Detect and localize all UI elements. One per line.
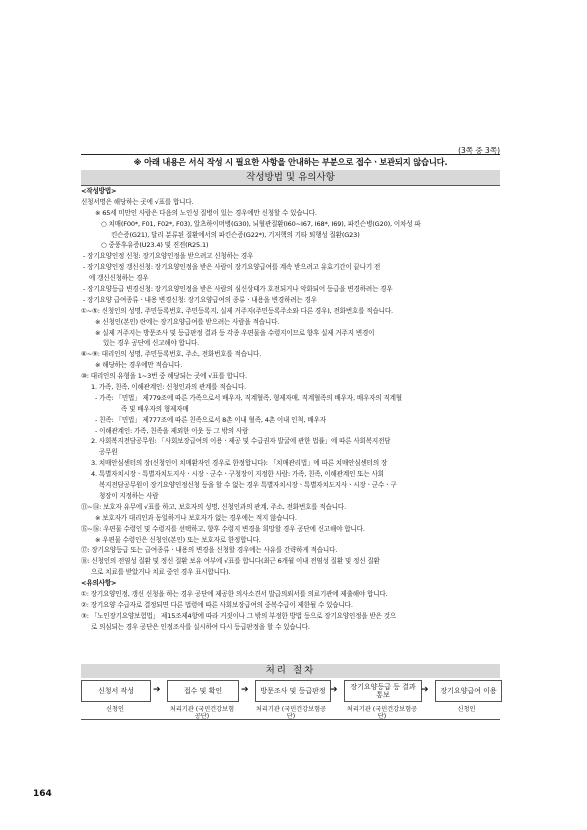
notice-banner: ※ 아래 내용은 서식 작성 시 필요한 사항을 안내하는 부분으로 접수ㆍ보관되지 않습니다. bbox=[81, 154, 500, 171]
instruction-line: ○ 중풍후유증(U23.4) 및 진전(R25.1) bbox=[101, 241, 209, 250]
instructions-body bbox=[81, 186, 500, 633]
subsection-heading: <유의사항> bbox=[81, 579, 117, 588]
instruction-line: - 가족: 「민법」 제779조에 따른 가족으로서 배우자, 직계혈족, 형제자매, 직계혈족의 배우자, 배우자의 직계혈 bbox=[95, 393, 402, 402]
procedure-step-3: 방문조사 및 등급판정 bbox=[255, 680, 331, 702]
instruction-line: ○ 치매(F00*, F01, F02*, F03), 알츠하이머병(G30), 뇌혈관질환(I60~I67, I68*, I69), 파킨슨병(G20), 이차성 파 bbox=[101, 219, 421, 228]
procedure-actor-4: 처리기관 (국민건강보험공단) bbox=[346, 706, 418, 720]
instruction-line: 에 갱신신청하는 경우 bbox=[89, 274, 149, 283]
procedure-step-5: 장기요양급여 이용 bbox=[435, 680, 502, 702]
instruction-line: ※ 신청인(본인) 란에는 장기요양급여를 받으려는 사람을 적습니다. bbox=[95, 317, 280, 326]
instruction-line: 족 및 배우자의 형제자매 bbox=[121, 404, 189, 413]
section-title: 작성방법 및 유의사항 bbox=[81, 170, 500, 186]
procedure-flow bbox=[81, 680, 500, 702]
procedure-actor-1: 신청인 bbox=[106, 706, 124, 713]
instruction-line: 2. 사회복지전담공무원: 「사회보장급여의 이용ㆍ제공 및 수급권자 발굴에 관한 법률」에 따른 사회복지전담 bbox=[91, 437, 391, 446]
procedure-step-4: 장기요양등급 등 결과 통보 bbox=[344, 680, 422, 702]
procedure-step-2: 접수 및 확인 bbox=[167, 680, 239, 702]
instruction-line: ※ 우편물 수령인은 신청인(본인) 또는 보호자로 한정합니다. bbox=[95, 535, 261, 544]
procedure-step-1: 신청서 작성 bbox=[81, 680, 151, 702]
instruction-line: ※ 65세 미만인 사람은 다음의 노인성 질병이 있는 경우에만 신청할 수 있습니다. bbox=[95, 208, 317, 217]
instruction-line: - 장기요양등급 변경신청: 장기요양인정을 받은 사람의 심신상태가 호전되거나 악화되어 등급을 변경하려는 경우 bbox=[83, 285, 393, 294]
instruction-line: ※ 보호자가 대리인과 동일하거나 보호자가 없는 경우에는 적지 않습니다. bbox=[95, 513, 297, 522]
page-indicator: (3쪽 중 3쪽) bbox=[458, 146, 500, 155]
procedure-actor-2: 처리기관 (국민건강보험공단) bbox=[169, 706, 235, 720]
instruction-line: ⑪~⑭: 보호자 유무에 √표를 하고, 보호자의 성명, 신청인과의 관계, 주소, 전화번호를 적습니다. bbox=[81, 502, 347, 511]
instruction-line: 4. 특별자치시장ㆍ특별자치도지사ㆍ시장ㆍ군수ㆍ구청장이 지정한 사람: 가족, 친족, 이해관계인 또는 사회 bbox=[91, 470, 384, 479]
instruction-line: ⑱: 신청인의 전염성 질환 및 정신 질환 보유 여부에 √표를 합니다(최근 6개월 이내 전염성 질환 및 정신 질환 bbox=[81, 557, 380, 566]
instruction-line: - 이해관계인: 가족, 친족을 제외한 이웃 등 그 밖의 사람 bbox=[95, 426, 249, 435]
page-number: 164 bbox=[33, 789, 52, 799]
procedure-actor-3: 처리기관 (국민건강보험공단) bbox=[255, 706, 327, 720]
instruction-line: 1. 가족, 친족, 이해관계인: 신청인과의 관계를 적습니다. bbox=[91, 383, 247, 392]
instruction-line: - 장기요양 급여종류ㆍ내용 변경신청: 장기요양급여의 종류ㆍ내용을 변경하려는 경우 bbox=[83, 295, 317, 304]
instruction-line: 3. 치매안심센터의 장(신청인이 치매환자인 경우로 한정합니다): 「치매관리법」에 따른 치매안심센터의 장 bbox=[91, 459, 388, 468]
instruction-line: 으로 치료를 받았거나 치료 중인 경우 표시합니다). bbox=[91, 568, 231, 577]
instruction-line: 청장이 지정하는 사람 bbox=[99, 491, 159, 500]
subsection-heading: <작성방법> bbox=[81, 187, 117, 195]
procedure-actor-5: 신청인 bbox=[457, 706, 476, 713]
arrow-right-icon: ➔ bbox=[330, 685, 338, 695]
instruction-line: - 장기요양인정 신청: 장기요양인정을 받으려고 신청하는 경우 bbox=[83, 252, 254, 261]
instruction-line: 신청서명은 해당하는 곳에 √표를 합니다. bbox=[81, 197, 194, 206]
instruction-line: ※ 해당하는 경우에만 적습니다. bbox=[95, 361, 183, 370]
instruction-line: ①~⑤: 신청인의 성명, 주민등록번호, 주민등록지, 실제 거주지(주민등록주소와 다른 경우), 전화번호를 적습니다. bbox=[81, 306, 393, 315]
arrow-right-icon: ➔ bbox=[153, 685, 161, 695]
procedure-title: 처리 절차 bbox=[81, 664, 500, 678]
instruction-line: 킨슨증(G21), 달리 분류된 질환에서의 파킨슨증(G22*), 기저핵의 기타 퇴행성 질환(G23) bbox=[111, 230, 360, 239]
instruction-line: ⑩: 대리인의 유형을 1~3번 중 해당되는 곳에 √표를 합니다. bbox=[81, 372, 248, 381]
instruction-line: 공무원 bbox=[99, 448, 118, 457]
arrow-right-icon: ➔ bbox=[421, 685, 429, 695]
arrow-right-icon: ➔ bbox=[241, 685, 249, 695]
instruction-line: ⑥~⑨: 대리인의 성명, 주민등록번호, 주소, 전화번호를 적습니다. bbox=[81, 350, 262, 359]
instruction-line: 복지전담공무원이 장기요양인정신청 등을 할 수 없는 경우 특별자치시장ㆍ특별자치도지사ㆍ시장ㆍ군수ㆍ구 bbox=[99, 481, 397, 490]
instruction-line: 있는 경우 공단에 신고해야 합니다. bbox=[103, 339, 200, 348]
instruction-line: ②: 장기요양 수급자로 결정되면 다른 법령에 따른 사회보장급여의 중복수급이 제한될 수 있습니다. bbox=[81, 600, 353, 609]
instruction-line: 로 의심되는 경우 공단은 인정조사를 실시하여 다시 등급판정을 할 수 있습니다. bbox=[91, 622, 310, 631]
divider bbox=[81, 719, 500, 720]
instruction-line: ①: 장기요양인정, 갱신 신청을 하는 경우 공단에 제공한 의사소견서 발급의뢰서를 의료기관에 제출해야 합니다. bbox=[81, 589, 388, 598]
instruction-line: ⑰: 장기요양등급 또는 급여종류ㆍ내용의 변경을 신청할 경우에는 사유를 간략하게 적습니다. bbox=[81, 546, 338, 555]
instruction-line: ③: 「노인장기요양보험법」 제15조제4항에 따라 거짓이나 그 밖의 부정한 방법 등으로 장기요양인정을 받은 것으 bbox=[81, 611, 397, 620]
instruction-line: - 친족: 「민법」 제777조에 따른 친족으로서 8촌 이내 혈족, 4촌 이내 인척, 배우자 bbox=[95, 415, 326, 424]
instruction-line: ※ 실제 거주지는 방문조사 및 등급판정 결과 등 각종 우편물을 수령지이므로 향후 실제 거주지 변경이 bbox=[95, 328, 375, 337]
instruction-line: ⑮~⑯: 우편물 수령인 및 수령지를 선택하고, 향후 수령지 변경을 희망할 경우 공단에 신고해야 합니다. bbox=[81, 524, 365, 533]
instruction-line: - 장기요양인정 갱신신청: 장기요양인정을 받은 사람이 장기요양급여를 계속 받으려고 유효기간이 끝나기 전 bbox=[83, 263, 381, 272]
